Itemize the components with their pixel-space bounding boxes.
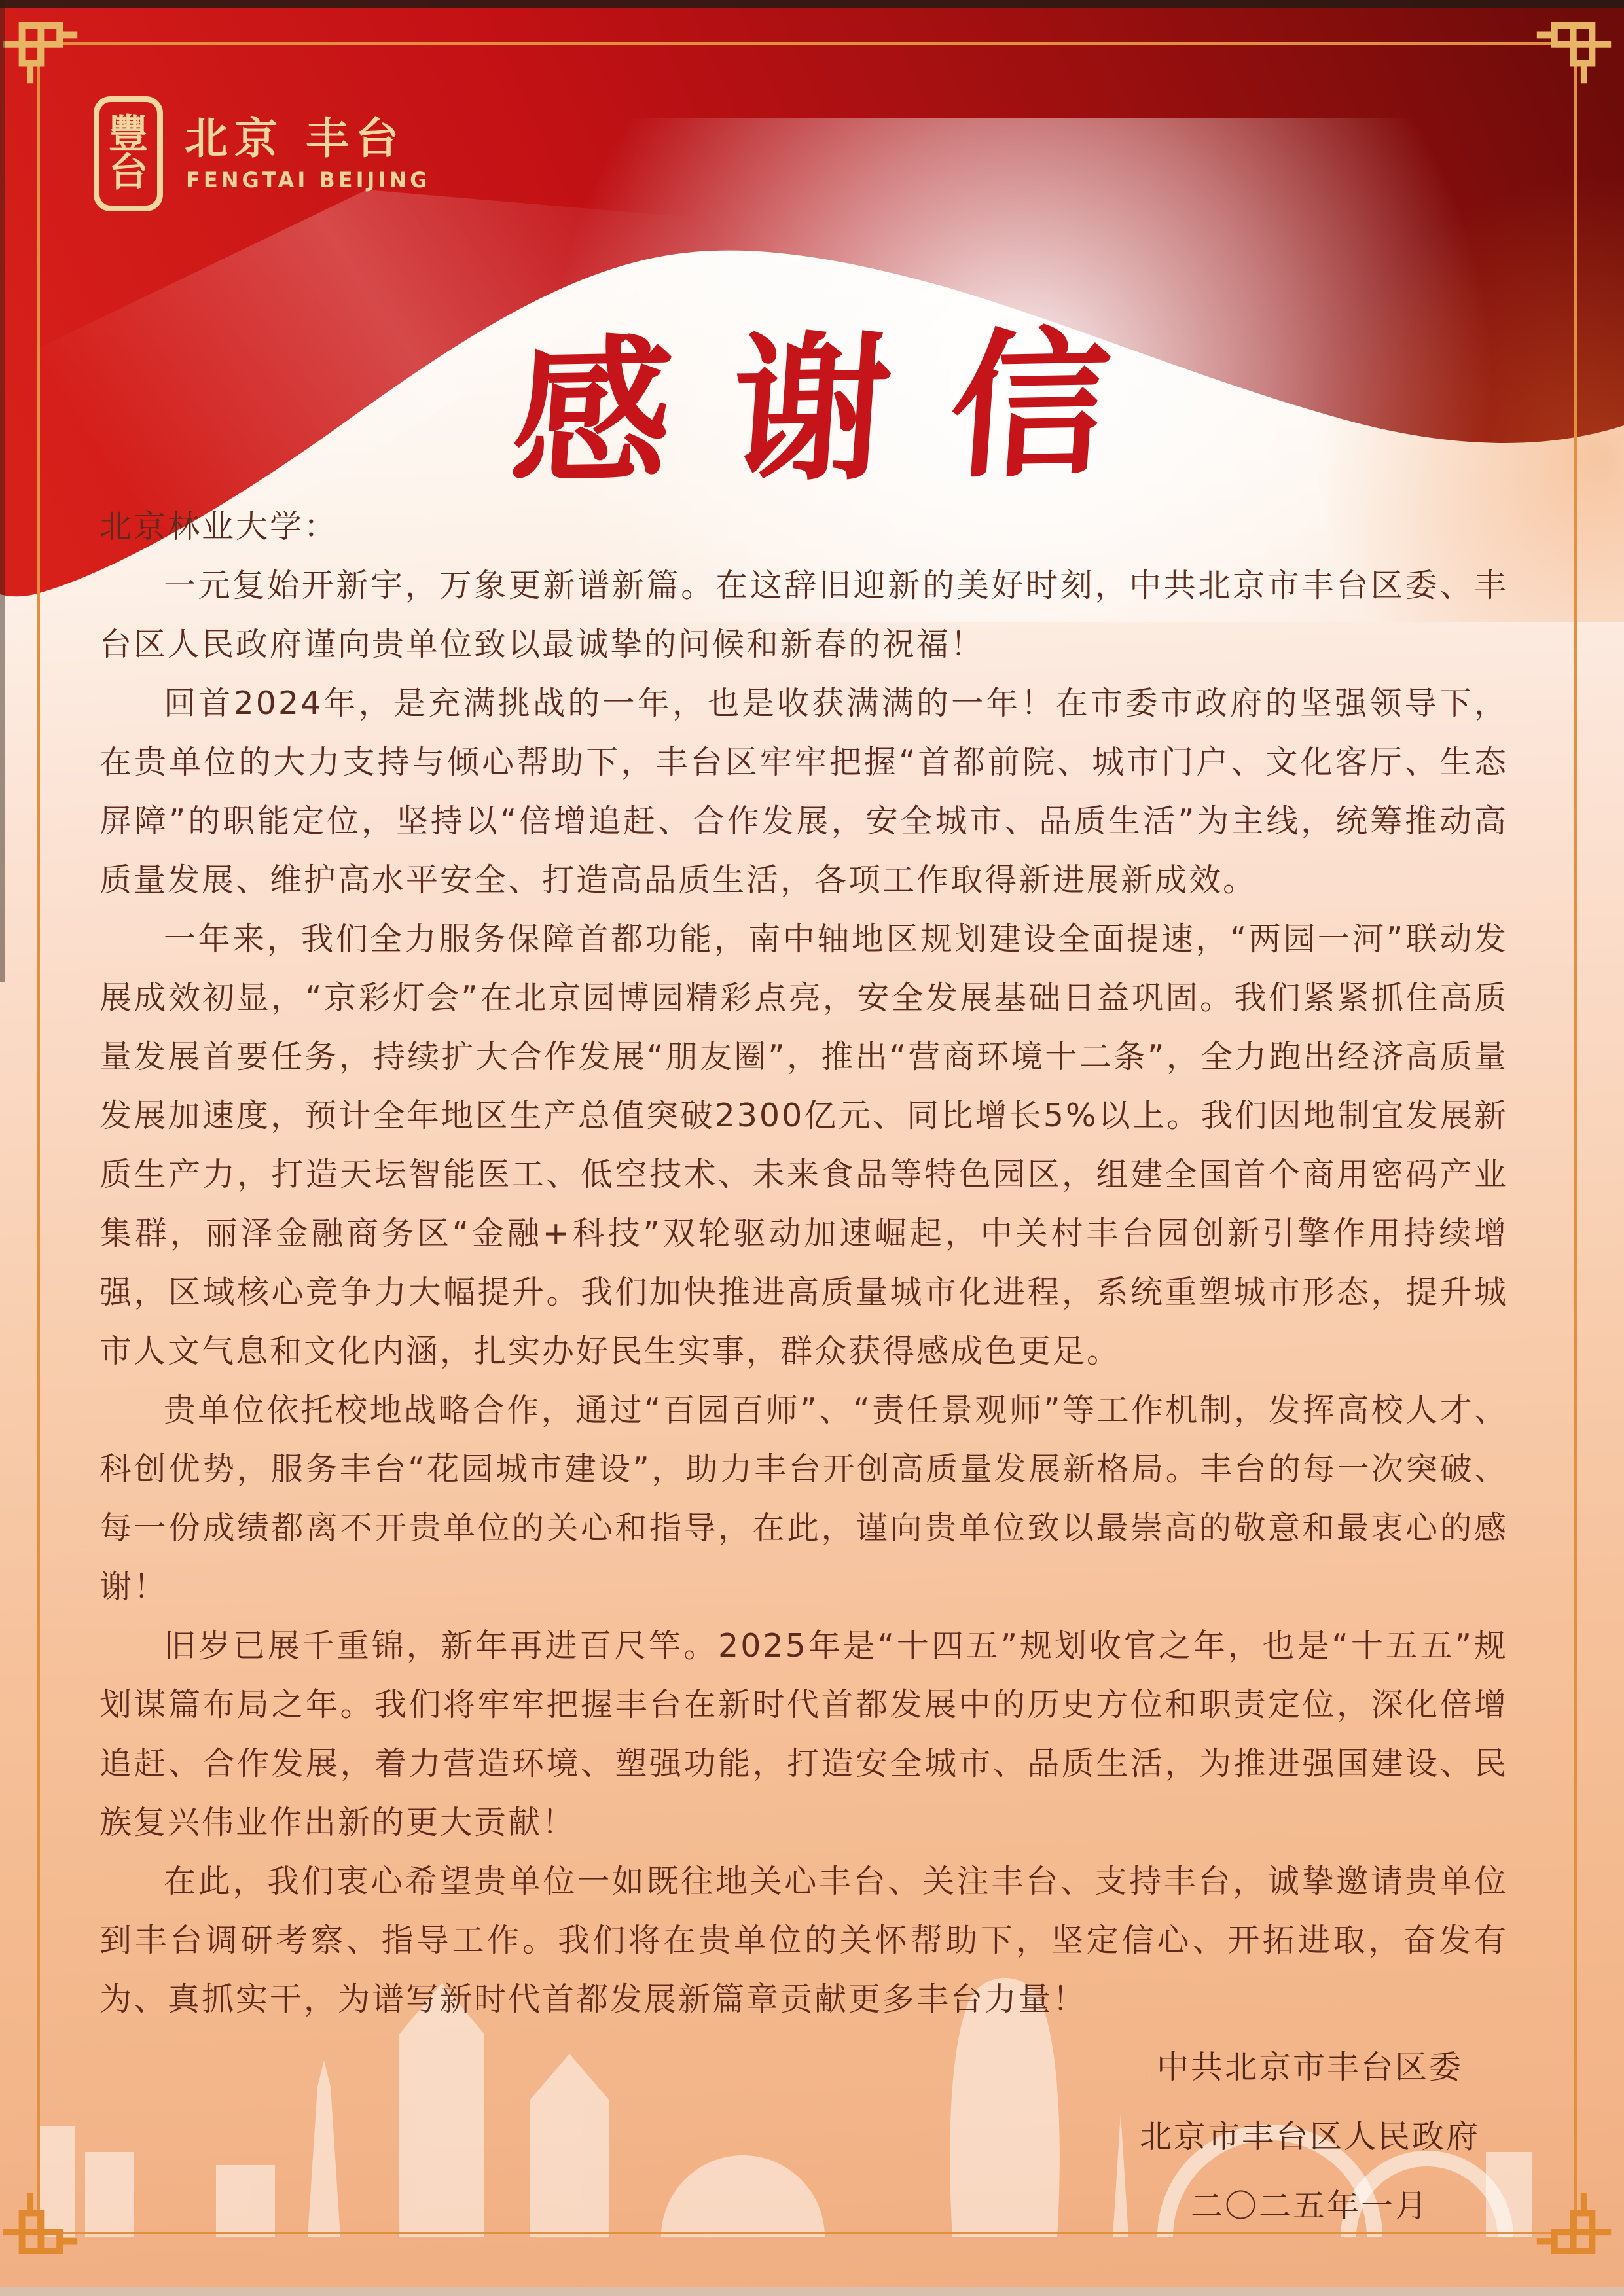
logo-name-cn: 北京 丰台 [185, 113, 405, 164]
paragraph-5: 旧岁已展千重锦，新年再进百尺竿。2025年是“十四五”规划收官之年，也是“十五五”规划谋篇布局之年。我们将牢牢把握丰台在新时代首都发展中的历史方位和职责定位，深化倍增追赶、合作发展，着力营造环境、塑强功能，打造安全城市、品质生活，为推进强国建设、民族复兴伟业作出新的更大贡献！ [99, 1627, 1508, 1841]
corner-knot-icon [0, 2192, 79, 2274]
corner-knot-icon [1536, 2, 1618, 84]
paragraph-2: 回首2024年，是充满挑战的一年，也是收获满满的一年！在市委市政府的坚强领导下，在贵单位的大力支持与倾心帮助下，丰台区牢牢把握“首都前院、城市门户、文化客厅、生态屏障”的职能定位，坚持以“倍增追赶、合作发展，安全城市、品质生活”为主线，统筹推动高质量发展、维护高水平安全、打造高品质生活，各项工作取得新进展新成效。 [99, 685, 1508, 899]
logo-name-en: FENGTAI BEIJING [186, 168, 431, 192]
letter-body [99, 497, 1508, 2029]
paragraph-1: 一元复始开新宇，万象更新谱新篇。在这辞旧迎新的美好时刻，中共北京市丰台区委、丰台区人民政府谨向贵单位致以最诚挚的问候和新春的祝福！ [99, 567, 1508, 663]
paragraph-3: 一年来，我们全力服务保障首都功能，南中轴地区规划建设全面提速，“两园一河”联动发展成效初显，“京彩灯会”在北京园博园精彩点亮，安全发展基础日益巩固。我们紧紧抓住高质量发展首要任务，持续扩大合作发展“朋友圈”，推出“营商环境十二条”，全力跑出经济高质量发展加速度，预计全年地区生产总值突破2300亿元、同比增长5%以上。我们因地制宜发展新质生产力，打造天坛智能医工、低空技术、未来食品等特色园区，组建全国首个商用密码产业集群，丽泽金融商务区“金融+科技”双轮驱动加速崛起，中关村丰台园创新引擎作用持续增强，区域核心竞争力大幅提升。我们加快推进高质量城市化进程，系统重塑城市形态，提升城市人文气息和文化内涵，扎实办好民生实事，群众获得感成色更足。 [99, 920, 1508, 1370]
scan-edge-bottom [0, 2287, 1624, 2296]
paragraph-6: 在此，我们衷心希望贵单位一如既往地关心丰台、关注丰台、支持丰台，诚挚邀请贵单位到丰台调研考察、指导工作。我们将在贵单位的关怀帮助下，坚定信心、开拓进取，奋发有为、真抓实干，为谱写新时代首都发展新篇章贡献更多丰台力量！ [99, 1863, 1508, 2018]
letter-title: 感谢信 [506, 310, 1176, 508]
paragraph-4: 贵单位依托校地战略合作，通过“百园百师”、“责任景观师”等工作机制，发挥高校人才、科创优势，服务丰台“花园城市建设”，助力丰台开创高质量发展新格局。丰台的每一次突破、每一份成绩都离不开贵单位的关心和指导，在此，谨向贵单位致以最崇高的敬意和最衷心的感谢！ [99, 1391, 1508, 1605]
seal-glyph-bottom: 台 [109, 150, 148, 196]
signature-line-committee: 中共北京市丰台区委 [1156, 2049, 1463, 2086]
signature-block [1127, 2033, 1493, 2241]
signature-line-government: 北京市丰台区人民政府 [1139, 2118, 1480, 2155]
salutation: 北京林业大学： [99, 508, 338, 545]
scan-edge-top [0, 0, 1624, 8]
corner-knot-icon [0, 2, 79, 84]
signature-line-date: 二〇二五年一月 [1190, 2187, 1429, 2225]
scan-edge-left [0, 0, 5, 982]
corner-knot-icon [1536, 2192, 1618, 2274]
seal-glyph-top: 豐 [109, 111, 148, 158]
fengtai-seal-icon [94, 96, 163, 211]
